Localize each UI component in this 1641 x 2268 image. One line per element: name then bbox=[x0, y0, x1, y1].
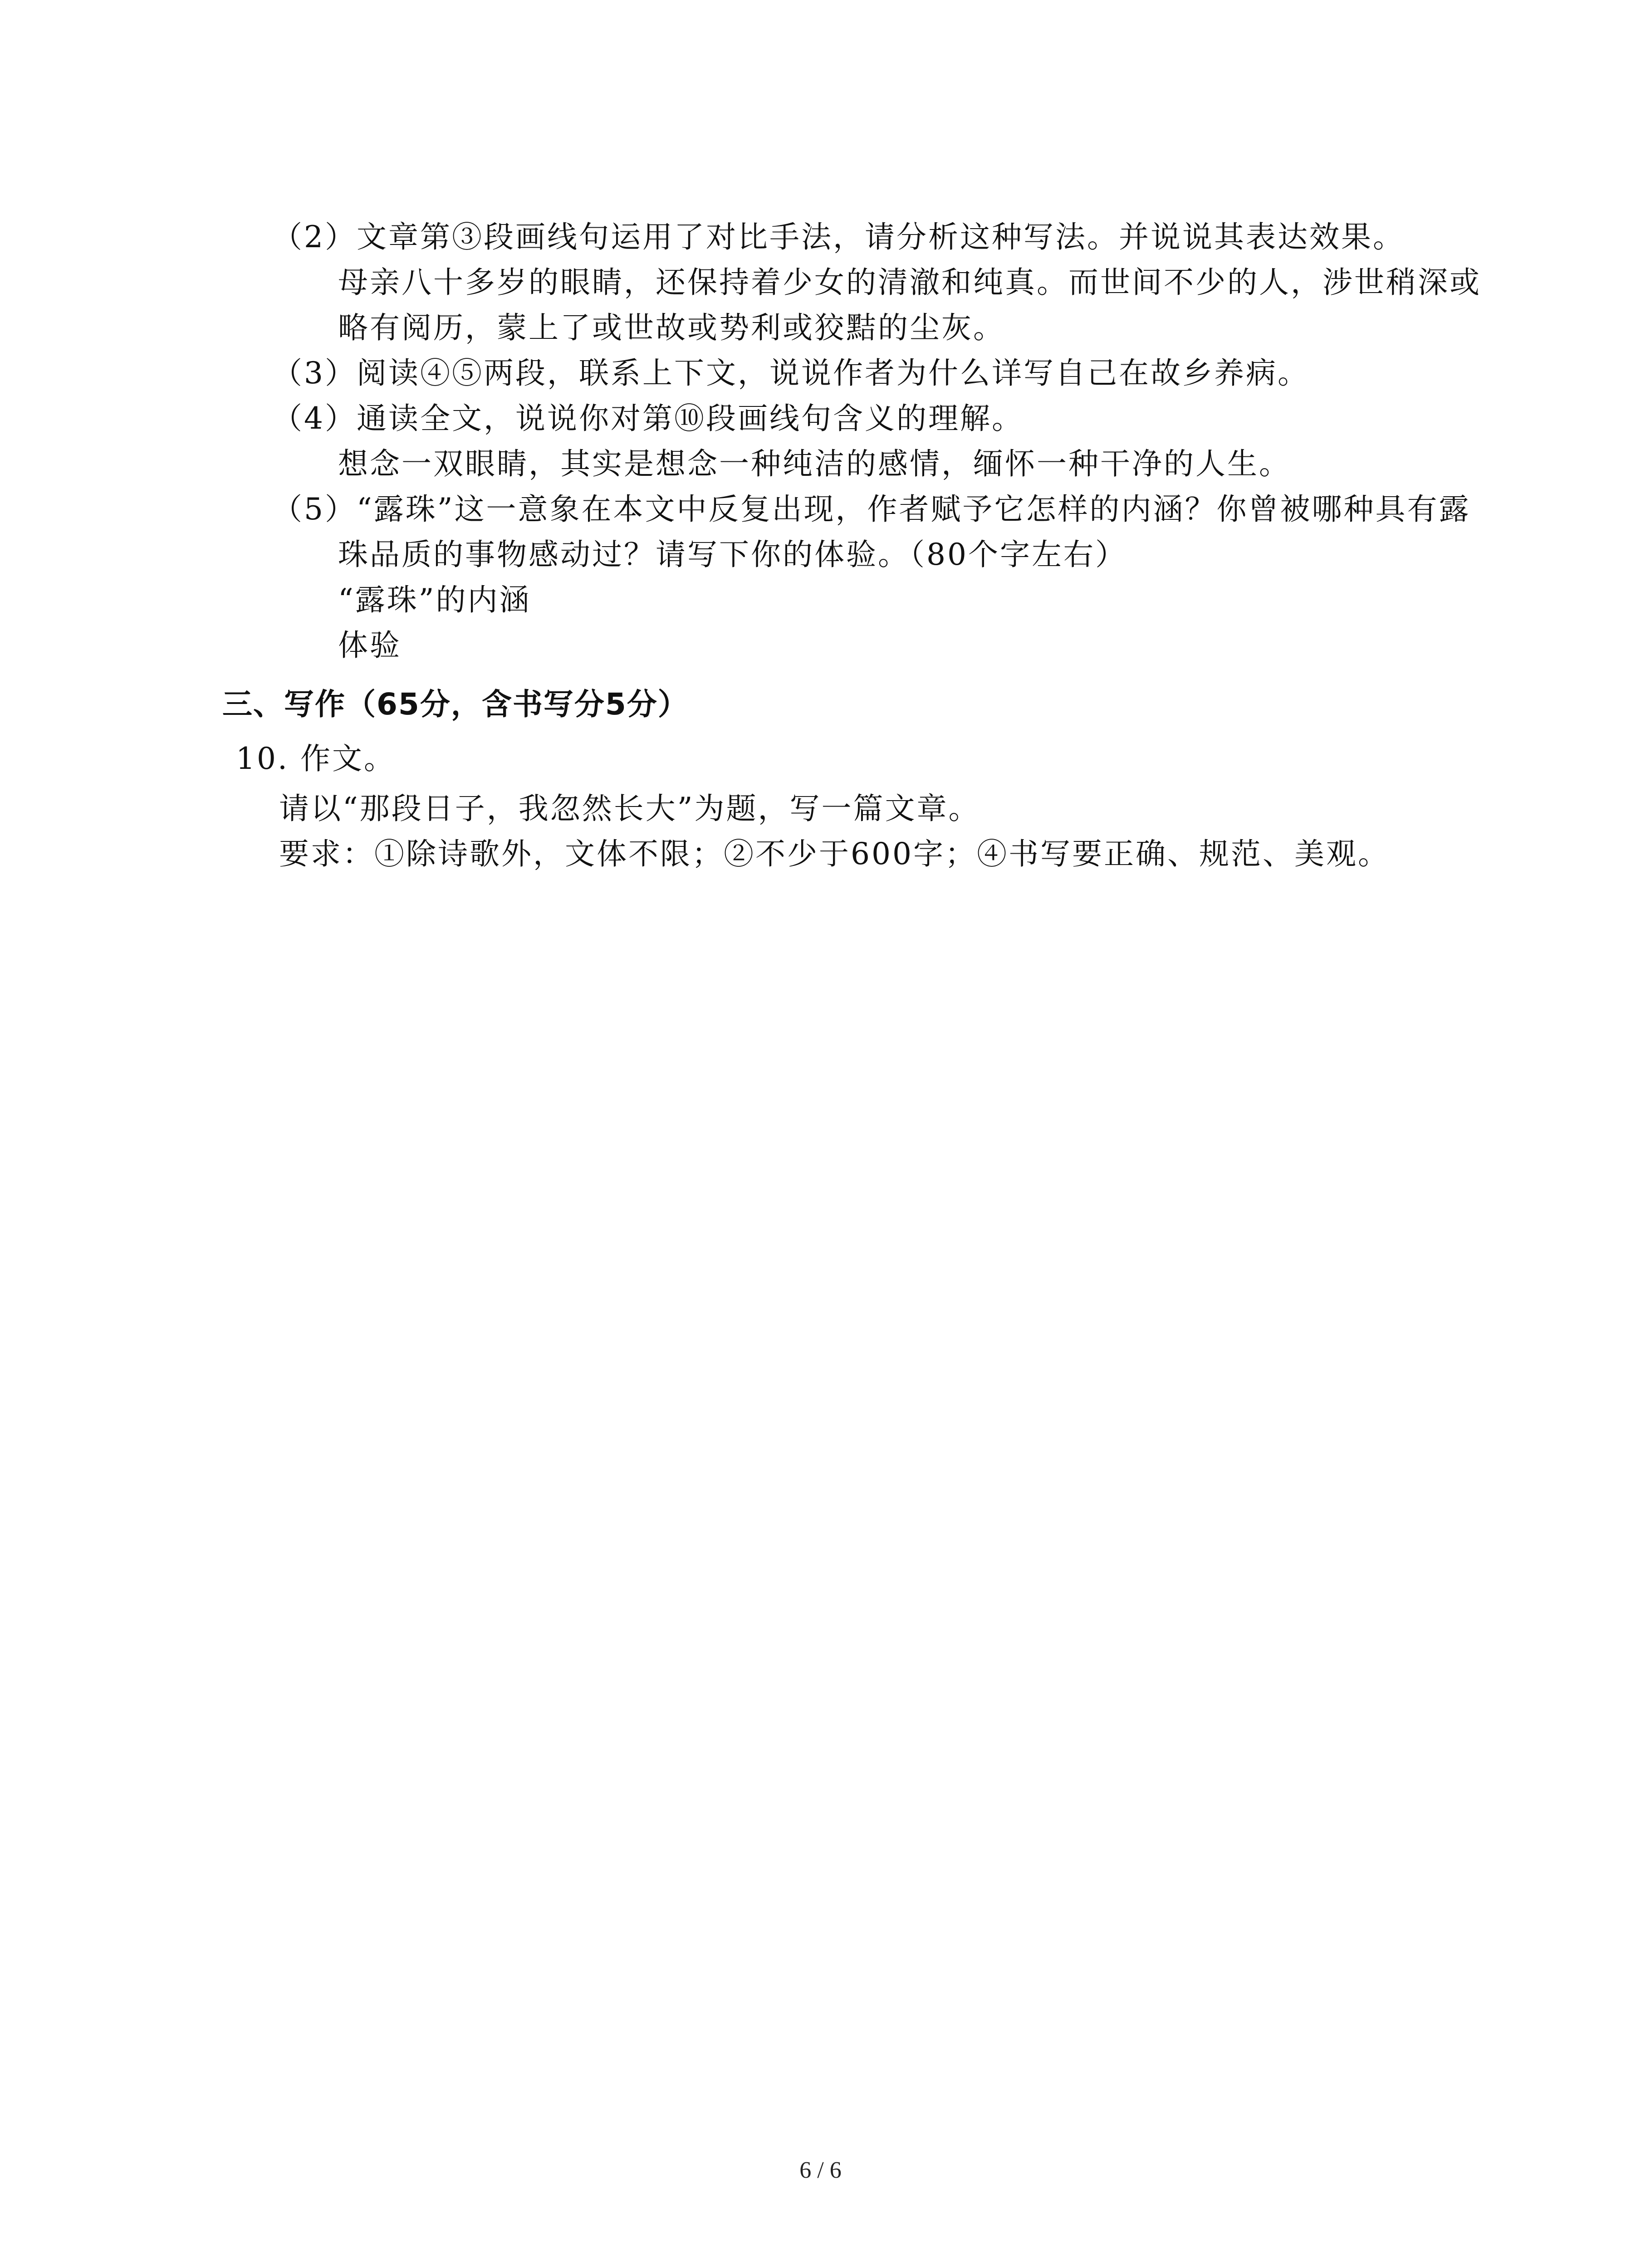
question-2 bbox=[272, 217, 1405, 258]
question-10-label: 10. bbox=[236, 741, 289, 776]
question-3-text: 阅读④⑤两段，联系上下文，说说作者为什么详写自己在故乡养病。 bbox=[357, 356, 1309, 391]
question-5 bbox=[272, 489, 1470, 530]
question-5-text-line-1: “露珠”这一意象在本文中反复出现，作者赋予它怎样的内涵？你曾被哪种具有露 bbox=[357, 492, 1471, 527]
question-4-label: （4） bbox=[272, 401, 357, 436]
page-number: 6 / 6 bbox=[799, 2157, 842, 2183]
question-5-text-line-2: 珠品质的事物感动过？请写下你的体验。（80个字左右） bbox=[338, 537, 1127, 572]
question-4-text: 通读全文，说说你对第⑩段画线句含义的理解。 bbox=[357, 401, 1024, 436]
question-3-label: （3） bbox=[272, 356, 357, 391]
question-2-quote-line-2: 略有阅历，蒙上了或世故或势利或狡黠的尘灰。 bbox=[338, 310, 1005, 345]
question-4 bbox=[272, 398, 1024, 439]
question-5-label: （5） bbox=[272, 492, 357, 527]
question-2-quote-line-1: 母亲八十多岁的眼睛，还保持着少女的清澈和纯真。而世间不少的人，涉世稍深或 bbox=[338, 265, 1481, 300]
question-5-answer-label-experience: 体验 bbox=[338, 628, 402, 663]
question-4-quote: 想念一双眼睛，其实是想念一种纯洁的感情，缅怀一种干净的人生。 bbox=[338, 446, 1291, 481]
question-3 bbox=[272, 353, 1309, 394]
question-10-title: 作文。 bbox=[300, 741, 396, 776]
question-2-text: 文章第③段画线句运用了对比手法，请分析这种写法。并说说其表达效果。 bbox=[357, 220, 1405, 254]
question-5-answer-label-meaning: “露珠”的内涵 bbox=[338, 582, 531, 617]
question-10 bbox=[236, 738, 396, 779]
writing-prompt: 请以“那段日子，我忽然长大”为题，写一篇文章。 bbox=[279, 791, 980, 826]
question-2-label: （2） bbox=[272, 220, 357, 254]
writing-requirements: 要求：①除诗歌外，文体不限；②不少于600字；④书写要正确、规范、美观。 bbox=[279, 836, 1390, 871]
writing-section-heading: 三、写作（65分，含书写分5分） bbox=[222, 687, 689, 722]
